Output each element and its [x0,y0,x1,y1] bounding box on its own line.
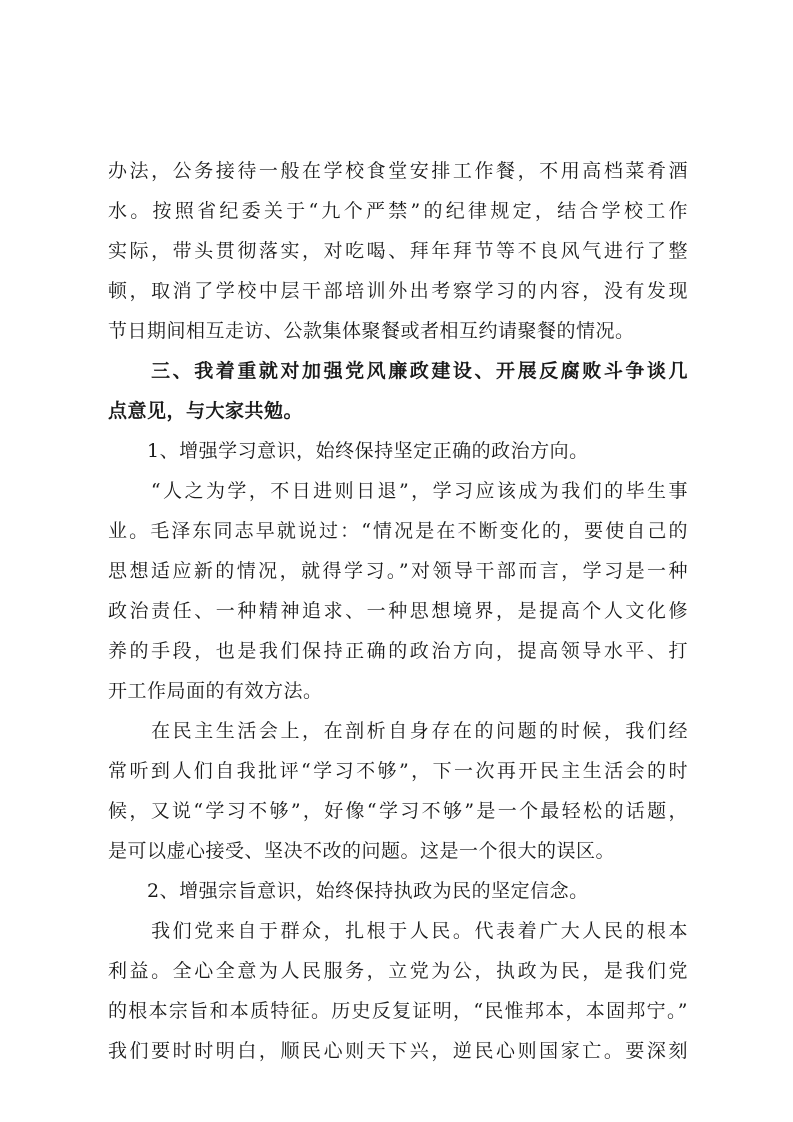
text-line: 开工作局面的有效方法。 [108,680,323,702]
text-line: 养的手段，也是我们保持正确的政治方向，提高领导水平、打 [108,640,688,662]
text-line: 是可以虚心接受、坚决不改的问题。这是一个很大的误区。 [108,840,616,862]
text-line: 业。毛泽东同志早就说过：“情况是在不断变化的，要使自己的 [108,520,688,542]
text-line: 候，又说“学习不够”，好像“学习不够”是一个最轻松的话题， [108,800,688,822]
text-line: 我们要时时明白，顺民心则天下兴，逆民心则国家亡。要深刻 [108,1040,688,1062]
text-line: 的根本宗旨和本质特征。历史反复证明，“民惟邦本，本固邦宁。” [108,1000,688,1022]
subheading-line: 2、增强宗旨意识，始终保持执政为民的坚定信念。 [108,880,589,902]
section-heading-line: 点意见，与大家共勉。 [108,400,304,422]
section-heading-line: 三、我着重就对加强党风廉政建设、开展反腐败斗争谈几 [108,360,688,382]
text-line: 实际，带头贯彻落实，对吃喝、拜年拜节等不良风气进行了整 [108,240,688,262]
text-line: “人之为学，不日进则日退”，学习应该成为我们的毕生事 [108,480,688,502]
text-line: 思想适应新的情况，就得学习。”对领导干部而言，学习是一种 [108,560,688,582]
text-line: 政治责任、一种精神追求、一种思想境界，是提高个人文化修 [108,600,688,622]
text-line: 我们党来自于群众，扎根于人民。代表着广大人民的根本 [108,920,688,942]
subheading-line: 1、增强学习意识，始终保持坚定正确的政治方向。 [108,440,589,462]
text-line: 顿，取消了学校中层干部培训外出考察学习的内容，没有发现 [108,280,688,302]
text-line: 常听到人们自我批评“学习不够”，下一次再开民主生活会的时 [108,760,688,782]
text-line: 节日期间相互走访、公款集体聚餐或者相互约请聚餐的情况。 [108,320,635,342]
text-line: 在民主生活会上，在剖析自身存在的问题的时候，我们经 [108,720,688,742]
body-text [108,151,688,1071]
text-line: 利益。全心全意为人民服务，立党为公，执政为民，是我们党 [108,960,688,982]
text-line: 水。按照省纪委关于“九个严禁”的纪律规定，结合学校工作 [108,200,688,222]
text-line: 办法，公务接待一般在学校食堂安排工作餐，不用高档菜肴酒 [108,160,688,182]
